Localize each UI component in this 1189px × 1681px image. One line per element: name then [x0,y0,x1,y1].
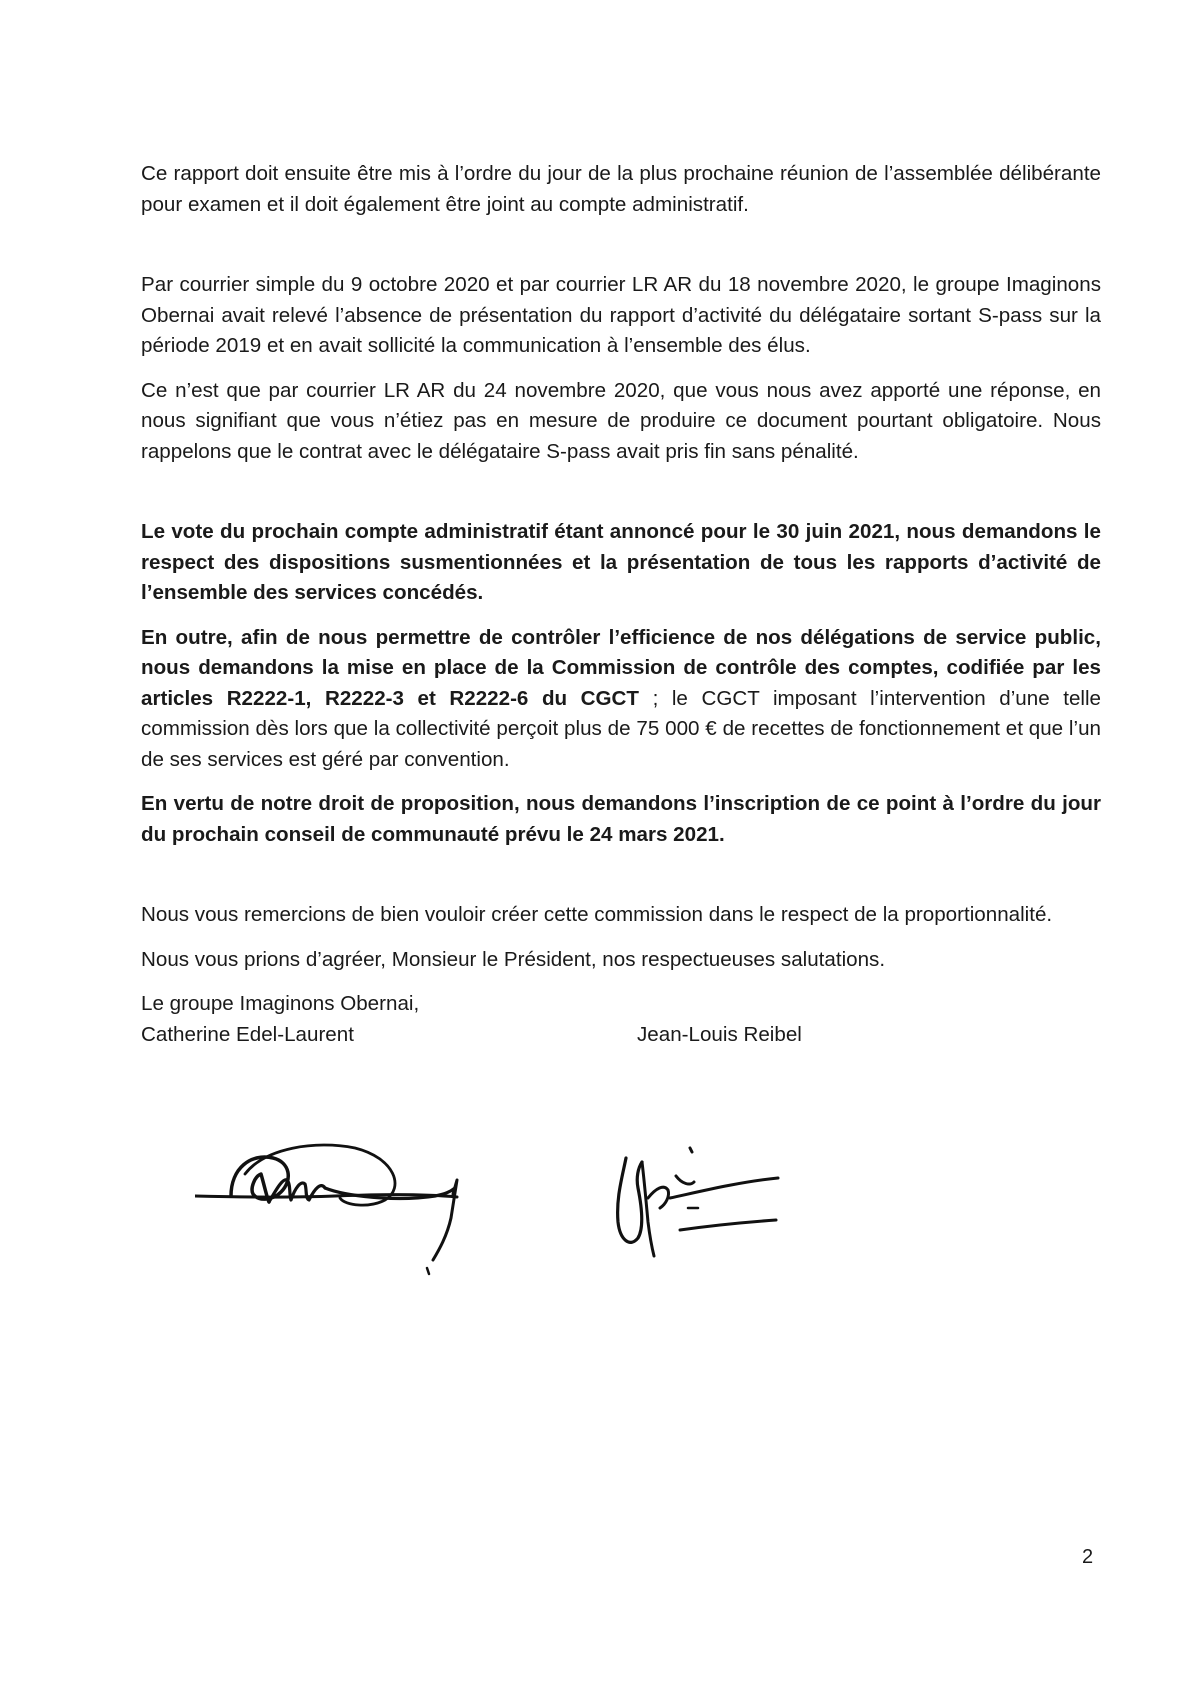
signatory-names [141,1020,1101,1051]
paragraph-commission-request [141,623,1101,776]
letter-body [141,159,1101,1051]
signature-right-image [608,1138,818,1268]
paragraph-salutations: Nous vous prions d’agréer, Monsieur le Président, nos respectueuses salutations. [141,947,886,971]
paragraph-agenda-request: En vertu de notre droit de proposition, nous demandons l’inscription de ce point à l’ordre du jour du prochain conseil de communauté prévu le 24 mars 2021. [141,792,1101,846]
paragraph-response: Ce n’est que par courrier LR AR du 24 novembre 2020, que vous nous avez apporté une réponse, en nous signifiant que vous n’étiez pas en mesure de produire ce document pourtant obligatoire. Nous rappelons que le contrat avec le délégataire S-pass avait pris fin sans pénalité. [141,378,1101,463]
signatory-right: Jean-Louis Reibel [637,1022,802,1046]
paragraph-vote-request: Le vote du prochain compte administratif étant annoncé pour le 30 juin 2021, nous demandons le respect des dispositions susmentionnées et la présentation de tous les rapports d’activité de l’ensemble des services concédés. [141,520,1101,604]
page-number: 2 [1082,1546,1094,1568]
paragraph-thanks: Nous vous remercions de bien vouloir créer cette commission dans le respect de la proportionnalité. [141,903,1053,926]
signoff-group: Le groupe Imaginons Obernai, [141,992,420,1015]
commission-request-rest: ; le CGCT imposant l’intervention d’une telle commission dès lors que la collectivité perçoit plus de 75 000 € de recettes de fonctionnement et que l’un de ses services est géré par convention. [141,686,1101,771]
commission-request-bold: En outre, afin de nous permettre de contrôler l’efficience de nos délégations de service public, nous demandons la mise en place de la Commission de contrôle des comptes, codifiée par les articles R2222-1, R2222-3 et R2222-6 du CGCT [141,625,1101,710]
paragraph-report-agenda: Ce rapport doit ensuite être mis à l’ordre du jour de la plus prochaine réunion de l’assemblée délibérante pour examen et il doit également être joint au compte administratif. [141,162,1101,216]
signature-left-image [195,1118,515,1278]
signatory-left: Catherine Edel-Laurent [141,1022,354,1046]
paragraph-previous-letters: Par courrier simple du 9 octobre 2020 et par courrier LR AR du 18 novembre 2020, le groupe Imaginons Obernai avait relevé l’absence de présentation du rapport d’activité du délégataire sortant S-pass sur la période 2019 et en avait sollicité la communication à l’ensemble des élus. [141,273,1101,357]
